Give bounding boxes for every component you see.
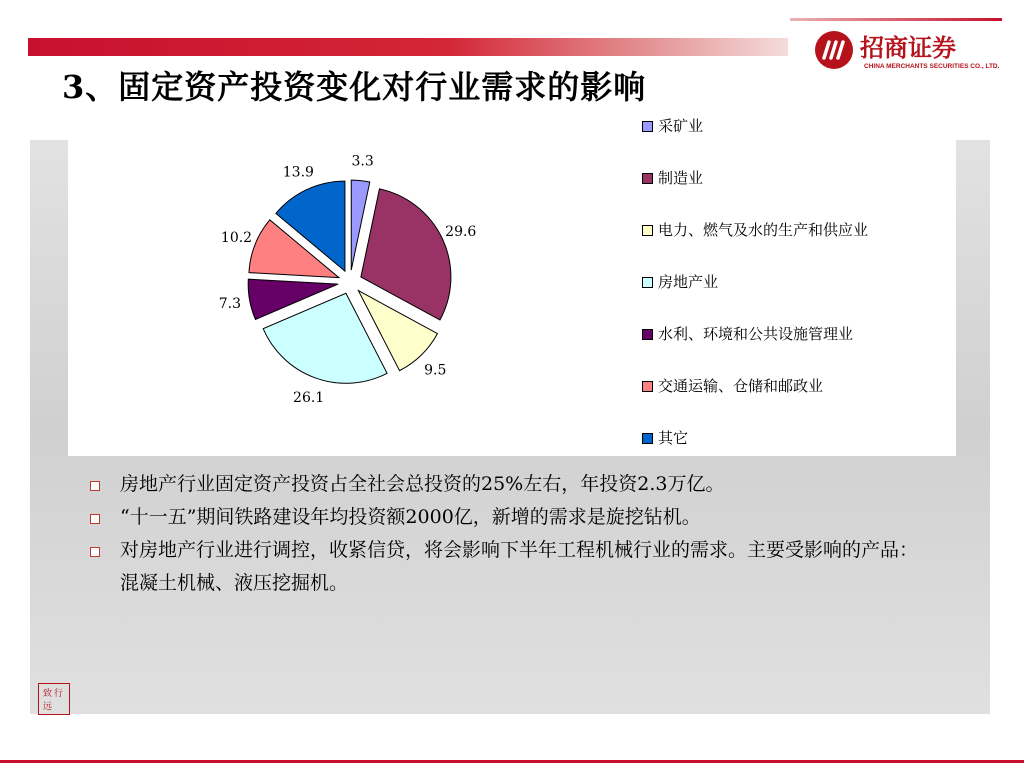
svg-text:远: 远 [43, 702, 53, 712]
seal-stamp-icon [39, 684, 69, 714]
legend-swatch [642, 173, 653, 184]
legend-swatch [642, 277, 653, 288]
bullet-square-icon [90, 481, 100, 491]
legend-label: 水利、环境和公共设施管理业 [658, 325, 854, 343]
pie-data-label: 3.3 [351, 153, 374, 170]
bullet-square-icon [90, 547, 100, 557]
bullet-item [88, 468, 928, 501]
logo-text-cn: 招商证券 [860, 33, 956, 62]
legend-label: 电力、燃气及水的生产和供应业 [658, 221, 869, 239]
bullet-item [88, 534, 928, 600]
chart-panel [68, 110, 956, 456]
seal-stamp [38, 683, 70, 715]
pie-data-label: 13.9 [282, 164, 314, 181]
pie-data-label: 10.2 [220, 230, 253, 247]
header-red-bar [28, 38, 788, 56]
bullet-square-icon [90, 514, 100, 524]
legend-label: 制造业 [658, 169, 704, 187]
svg-text:行: 行 [54, 689, 64, 699]
pie-data-label: 29.6 [445, 223, 477, 240]
pie-data-label: 7.3 [218, 296, 241, 313]
page-title: 3、固定资产投资变化对行业需求的影响 [62, 68, 647, 106]
bullet-text: 对房地产行业进行调控，收紧信贷，将会影响下半年工程机械行业的需求。主要受影响的产品：混凝土机械、液压挖掘机。 [120, 539, 919, 594]
bullet-list [88, 468, 928, 600]
footer-red-line [0, 760, 1024, 763]
pie-chart [68, 110, 628, 456]
legend-swatch [642, 329, 653, 340]
legend-label: 采矿业 [658, 117, 704, 135]
logo-emblem-icon [812, 28, 856, 72]
logo-text-en: CHINA MERCHANTS SECURITIES CO., LTD. [864, 63, 1000, 70]
header-accent-line [790, 18, 1002, 21]
legend-swatch [642, 381, 653, 392]
pie-data-label: 26.1 [293, 389, 325, 406]
legend-swatch [642, 433, 653, 444]
legend-swatch [642, 225, 653, 236]
bullet-text: 房地产行业固定资产投资占全社会总投资的25%左右，年投资2.3万亿。 [120, 473, 725, 495]
pie-data-label: 9.5 [424, 362, 447, 379]
svg-text:致: 致 [43, 689, 53, 699]
bullet-item [88, 501, 928, 534]
legend-label: 交通运输、仓储和邮政业 [658, 377, 824, 395]
bullet-text: “十一五”期间铁路建设年均投资额2000亿，新增的需求是旋挖钻机。 [120, 506, 701, 528]
legend-label: 房地产业 [658, 273, 719, 291]
legend-swatch [642, 121, 653, 132]
company-logo [812, 28, 1002, 76]
legend-label: 其它 [658, 429, 689, 447]
